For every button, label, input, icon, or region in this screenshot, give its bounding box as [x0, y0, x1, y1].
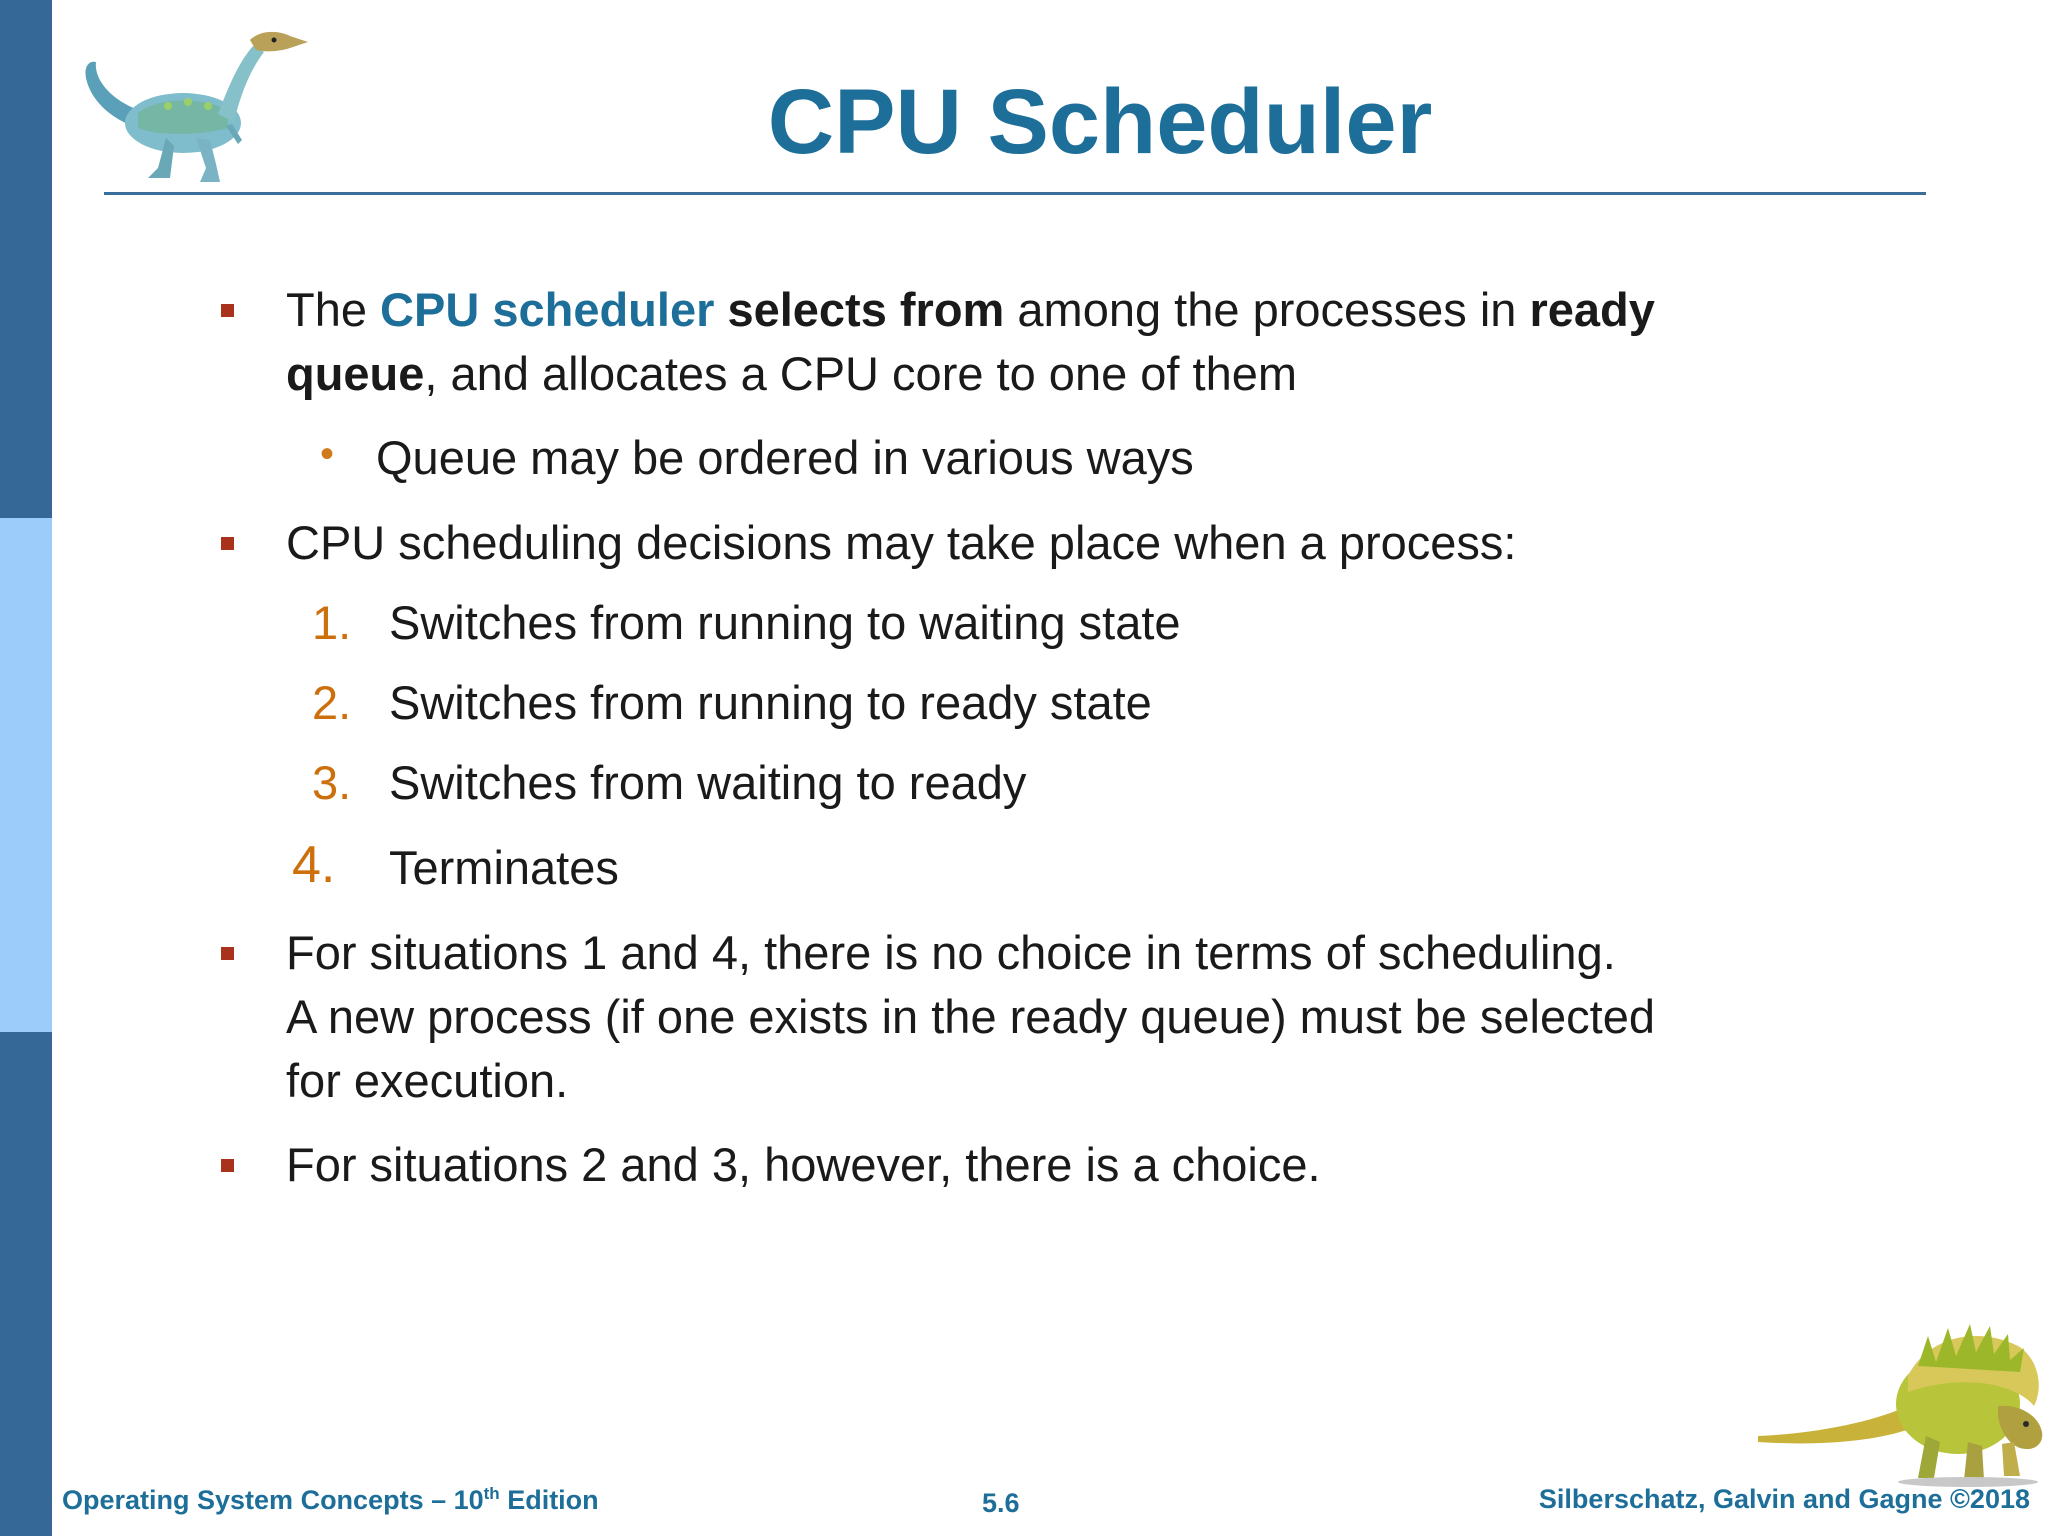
- sub-bullet-queue-order: Queue may be ordered in various ways: [376, 431, 1194, 484]
- round-bullet-icon: •: [320, 432, 335, 476]
- square-bullet-icon: [221, 304, 234, 317]
- list-item-2: Switches from running to ready state: [389, 676, 1152, 729]
- title-divider: [104, 192, 1926, 195]
- square-bullet-icon: [221, 537, 234, 550]
- page-title: CPU Scheduler: [767, 71, 1433, 173]
- footer-copyright: Silberschatz, Galvin and Gagne ©2018: [1538, 1484, 2030, 1514]
- footer-page-number: 5.6: [982, 1488, 1020, 1518]
- bullet-1-line-1: The CPU scheduler selects from among the processes in ready: [286, 283, 1655, 336]
- bullet-2: CPU scheduling decisions may take place when a process:: [286, 516, 1517, 569]
- list-number-4: 4.: [292, 836, 336, 894]
- list-item-3: Switches from waiting to ready: [389, 756, 1027, 809]
- list-number-2: 2.: [312, 676, 352, 729]
- list-number-3: 3.: [312, 756, 352, 809]
- bullet-3-line-3: for execution.: [286, 1054, 569, 1107]
- dinosaur-crouching-icon: [1758, 1296, 2048, 1490]
- term-cpu-scheduler: CPU scheduler: [380, 283, 715, 336]
- list-item-1: Switches from running to waiting state: [389, 596, 1181, 649]
- list-number-1: 1.: [312, 596, 352, 649]
- bullet-3-line-2: A new process (if one exists in the ready queue) must be selected: [286, 990, 1655, 1043]
- bullet-3-line-1: For situations 1 and 4, there is no choice in terms of scheduling.: [286, 926, 1616, 979]
- bullet-4: For situations 2 and 3, however, there is a choice.: [286, 1138, 1321, 1191]
- footer-book-title: Operating System Concepts – 10th Edition: [62, 1484, 599, 1515]
- bullet-1-line-2: queue, and allocates a CPU core to one of them: [286, 347, 1298, 400]
- square-bullet-icon: [221, 947, 234, 960]
- sidebar-band-middle: [0, 518, 52, 1032]
- square-bullet-icon: [221, 1159, 234, 1172]
- list-item-4: Terminates: [389, 841, 619, 894]
- sidebar-band-top: [0, 0, 52, 518]
- sidebar-band-bottom: [0, 1032, 52, 1536]
